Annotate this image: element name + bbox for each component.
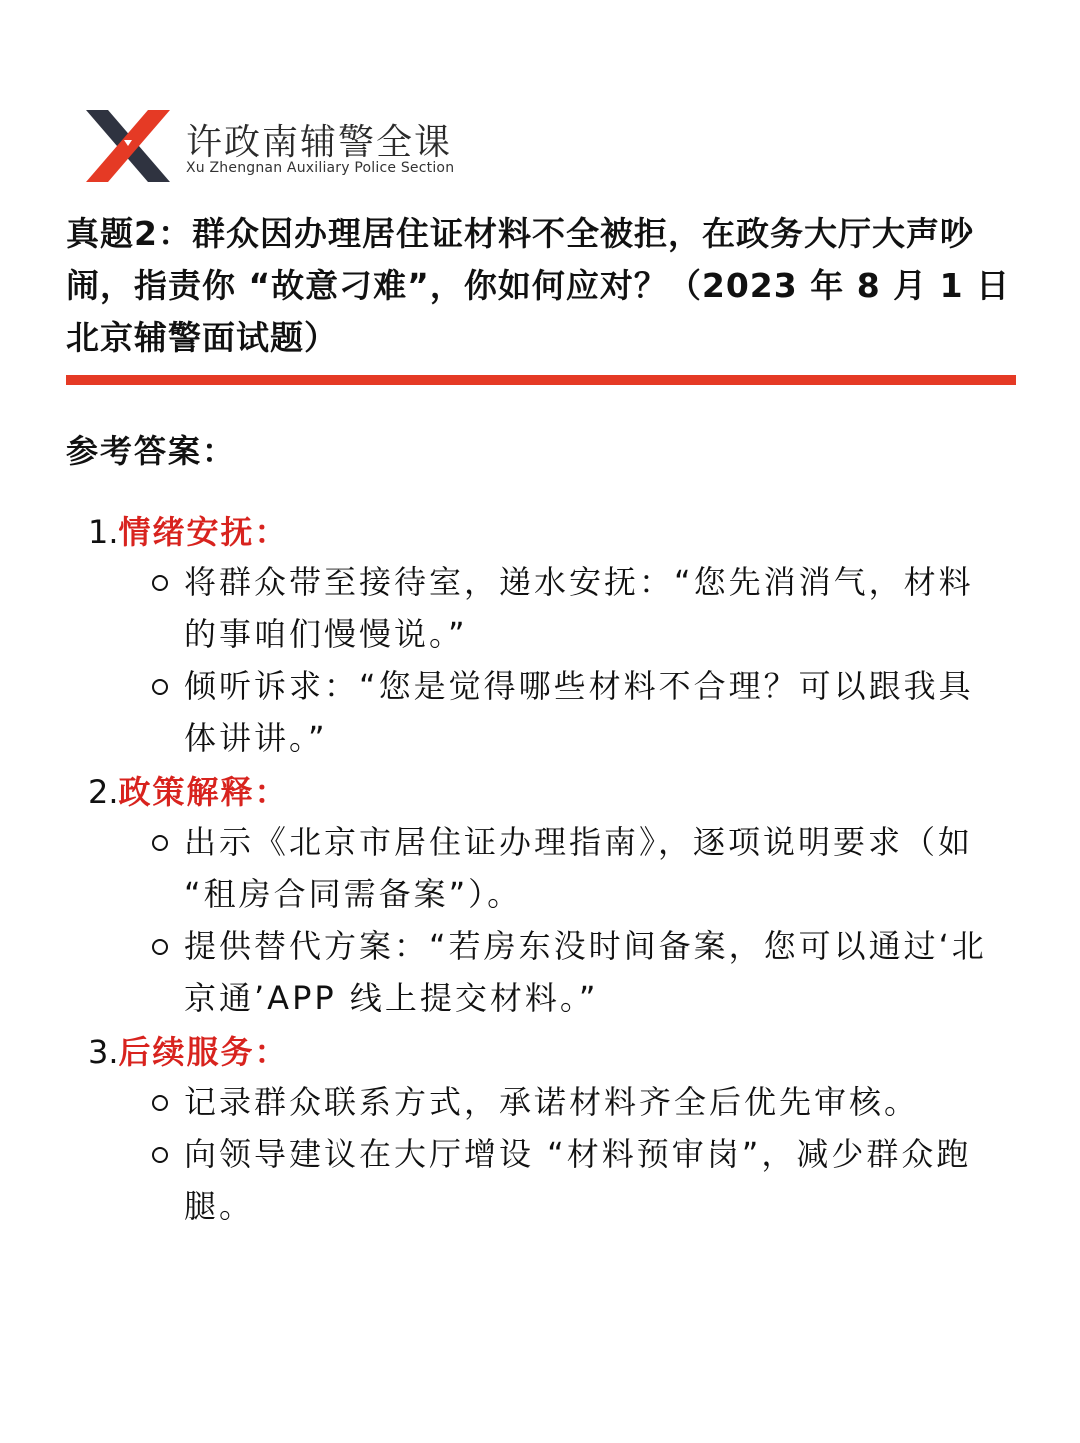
x-logo-icon: [86, 110, 170, 182]
section-number: 3.: [88, 1033, 119, 1071]
section-heading: 后续服务：: [118, 1033, 289, 1071]
list-item: 出示《北京市居住证办理指南》，逐项说明要求（如 “租房合同需备案”）。: [184, 823, 974, 913]
section-number: 1.: [88, 513, 119, 551]
question-title: 真题2：群众因办理居住证材料不全被拒，在政务大厅大声吵闹，指责你 “故意刁难”，你如何应对？（2023 年 8 月 1 日北京辅警面试题）: [66, 214, 1011, 357]
section-2: [88, 766, 289, 818]
list-item: 提供替代方案：“若房东没时间备案，您可以通过‘北京通’APP 线上提交材料。”: [184, 927, 987, 1017]
list-item: 记录群众联系方式，承诺材料齐全后优先审核。: [184, 1083, 920, 1121]
section-3: [88, 1026, 289, 1078]
bullet-icon: [152, 679, 168, 695]
bullet-icon: [152, 1095, 168, 1111]
brand-title: 许政南辅警全课: [186, 122, 453, 163]
bullet-icon: [152, 835, 168, 851]
bullet-icon: [152, 939, 168, 955]
bullet-icon: [152, 575, 168, 591]
brand-subtitle: Xu Zhengnan Auxiliary Police Section: [186, 160, 455, 176]
divider: [66, 375, 1016, 385]
section-heading: 政策解释：: [118, 773, 289, 811]
section-number: 2.: [88, 773, 119, 811]
bullet-icon: [152, 1147, 168, 1163]
section-1: [88, 506, 289, 558]
answer-label: 参考答案：: [66, 432, 237, 470]
list-item: 向领导建议在大厅增设 “材料预审岗”，减少群众跑腿。: [184, 1135, 972, 1225]
list-item: 将群众带至接待室，递水安抚：“您先消消气，材料的事咱们慢慢说。”: [184, 563, 974, 653]
list-item: 倾听诉求：“您是觉得哪些材料不合理？可以跟我具体讲讲。”: [184, 667, 974, 757]
section-heading: 情绪安抚：: [118, 513, 289, 551]
